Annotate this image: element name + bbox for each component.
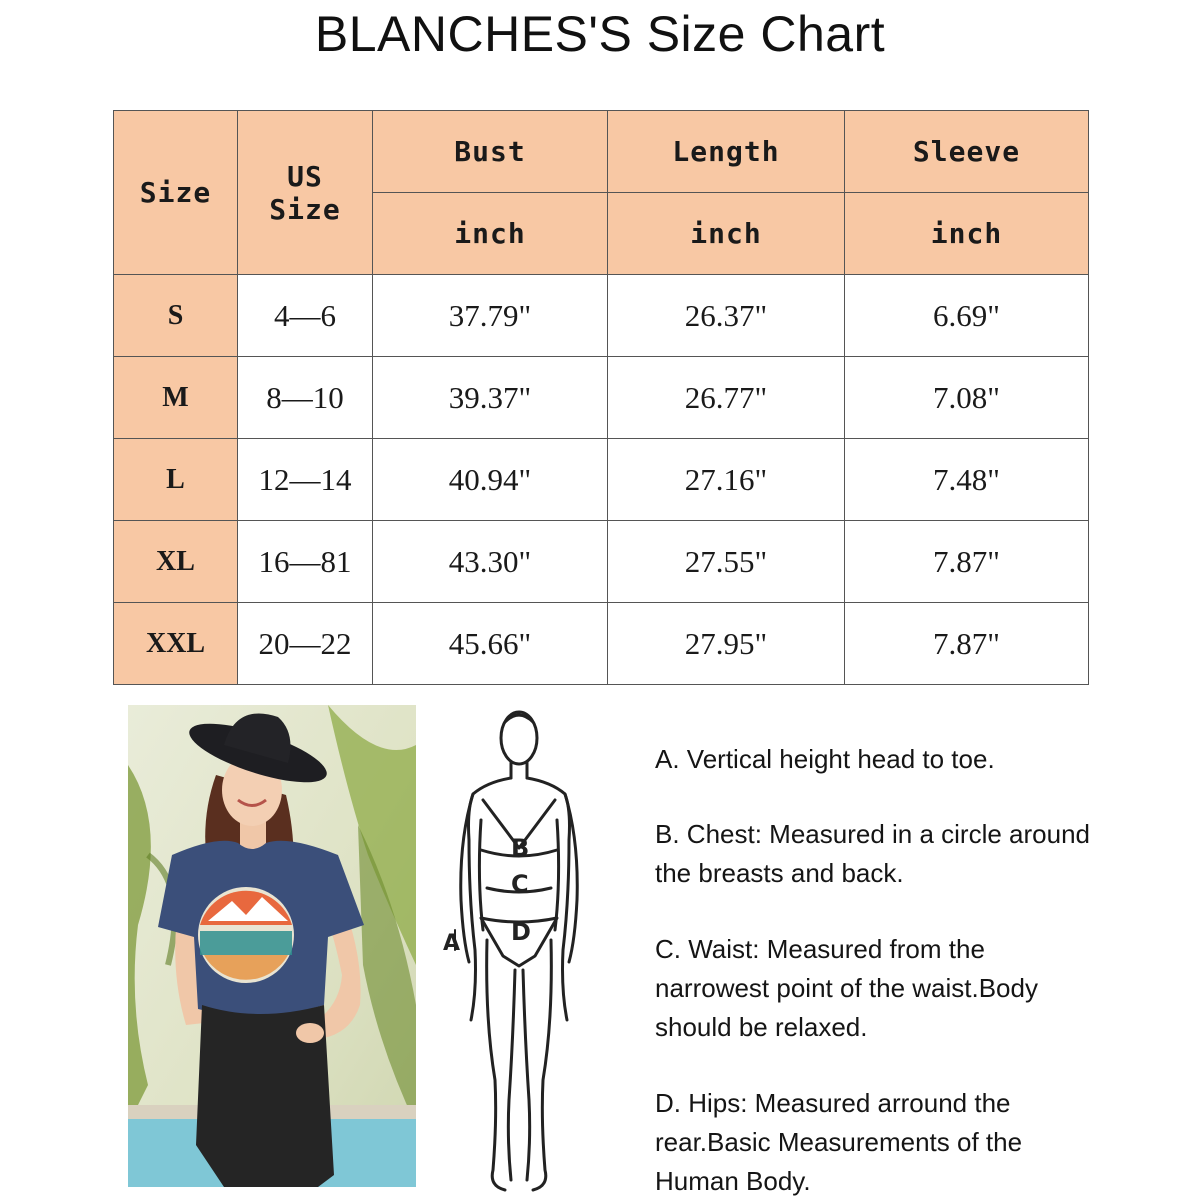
- cell-bust: 45.66": [373, 603, 608, 685]
- model-photo: [128, 705, 416, 1187]
- cell-length: 27.16": [608, 439, 845, 521]
- diagram-label-a: A: [443, 931, 461, 956]
- cell-us-size: 20—22: [238, 603, 373, 685]
- unit-sleeve: inch: [845, 193, 1089, 275]
- cell-bust: 43.30": [373, 521, 608, 603]
- header-us-size-line2: Size: [269, 192, 341, 226]
- body-measurement-diagram: [435, 700, 605, 1200]
- header-size: Size: [114, 111, 238, 275]
- note-waist: C. Waist: Measured from the narrowest point of the waist.Body should be relaxed.: [655, 934, 1038, 1042]
- cell-us-size: 12—14: [238, 439, 373, 521]
- table-row: [114, 275, 1089, 357]
- cell-bust: 39.37": [373, 357, 608, 439]
- table-row: [114, 357, 1089, 439]
- body-outline: [435, 700, 605, 1200]
- cell-size: S: [114, 275, 238, 357]
- diagram-label-d: D: [511, 918, 531, 946]
- table-row: [114, 603, 1089, 685]
- cell-bust: 37.79": [373, 275, 608, 357]
- cell-length: 26.37": [608, 275, 845, 357]
- table-header-row: [114, 111, 1089, 193]
- note-chest: B. Chest: Measured in a circle around the breasts and back.: [655, 819, 1090, 888]
- page-title: BLANCHES'S Size Chart: [314, 6, 886, 62]
- cell-sleeve: 7.08": [845, 357, 1089, 439]
- unit-length: inch: [608, 193, 845, 275]
- cell-size: XXL: [114, 603, 238, 685]
- cell-sleeve: 6.69": [845, 275, 1089, 357]
- header-sleeve: Sleeve: [845, 111, 1089, 193]
- header-length: Length: [608, 111, 845, 193]
- note-height: A. Vertical height head to toe.: [655, 744, 995, 774]
- unit-bust: inch: [373, 193, 608, 275]
- cell-sleeve: 7.48": [845, 439, 1089, 521]
- table-row: [114, 521, 1089, 603]
- cell-length: 27.55": [608, 521, 845, 603]
- diagram-label-b: B: [511, 834, 530, 862]
- note-hips: D. Hips: Measured arround the rear.Basic Measurements of the Human Body.: [655, 1088, 1023, 1196]
- cell-size: M: [114, 357, 238, 439]
- cell-size: L: [114, 439, 238, 521]
- cell-length: 26.77": [608, 357, 845, 439]
- cell-us-size: 16—81: [238, 521, 373, 603]
- size-chart-table: [113, 110, 1089, 685]
- cell-length: 27.95": [608, 603, 845, 685]
- model-photo-illustration: [128, 705, 416, 1187]
- cell-sleeve: 7.87": [845, 603, 1089, 685]
- header-bust: Bust: [373, 111, 608, 193]
- table-row: [114, 439, 1089, 521]
- diagram-label-c: C: [511, 870, 529, 898]
- cell-size: XL: [114, 521, 238, 603]
- cell-us-size: 4—6: [238, 275, 373, 357]
- header-us-size: [238, 111, 373, 275]
- cell-us-size: 8—10: [238, 357, 373, 439]
- header-us-size-line1: US: [287, 159, 323, 193]
- cell-sleeve: 7.87": [845, 521, 1089, 603]
- cell-bust: 40.94": [373, 439, 608, 521]
- measurement-notes: [655, 740, 1105, 1200]
